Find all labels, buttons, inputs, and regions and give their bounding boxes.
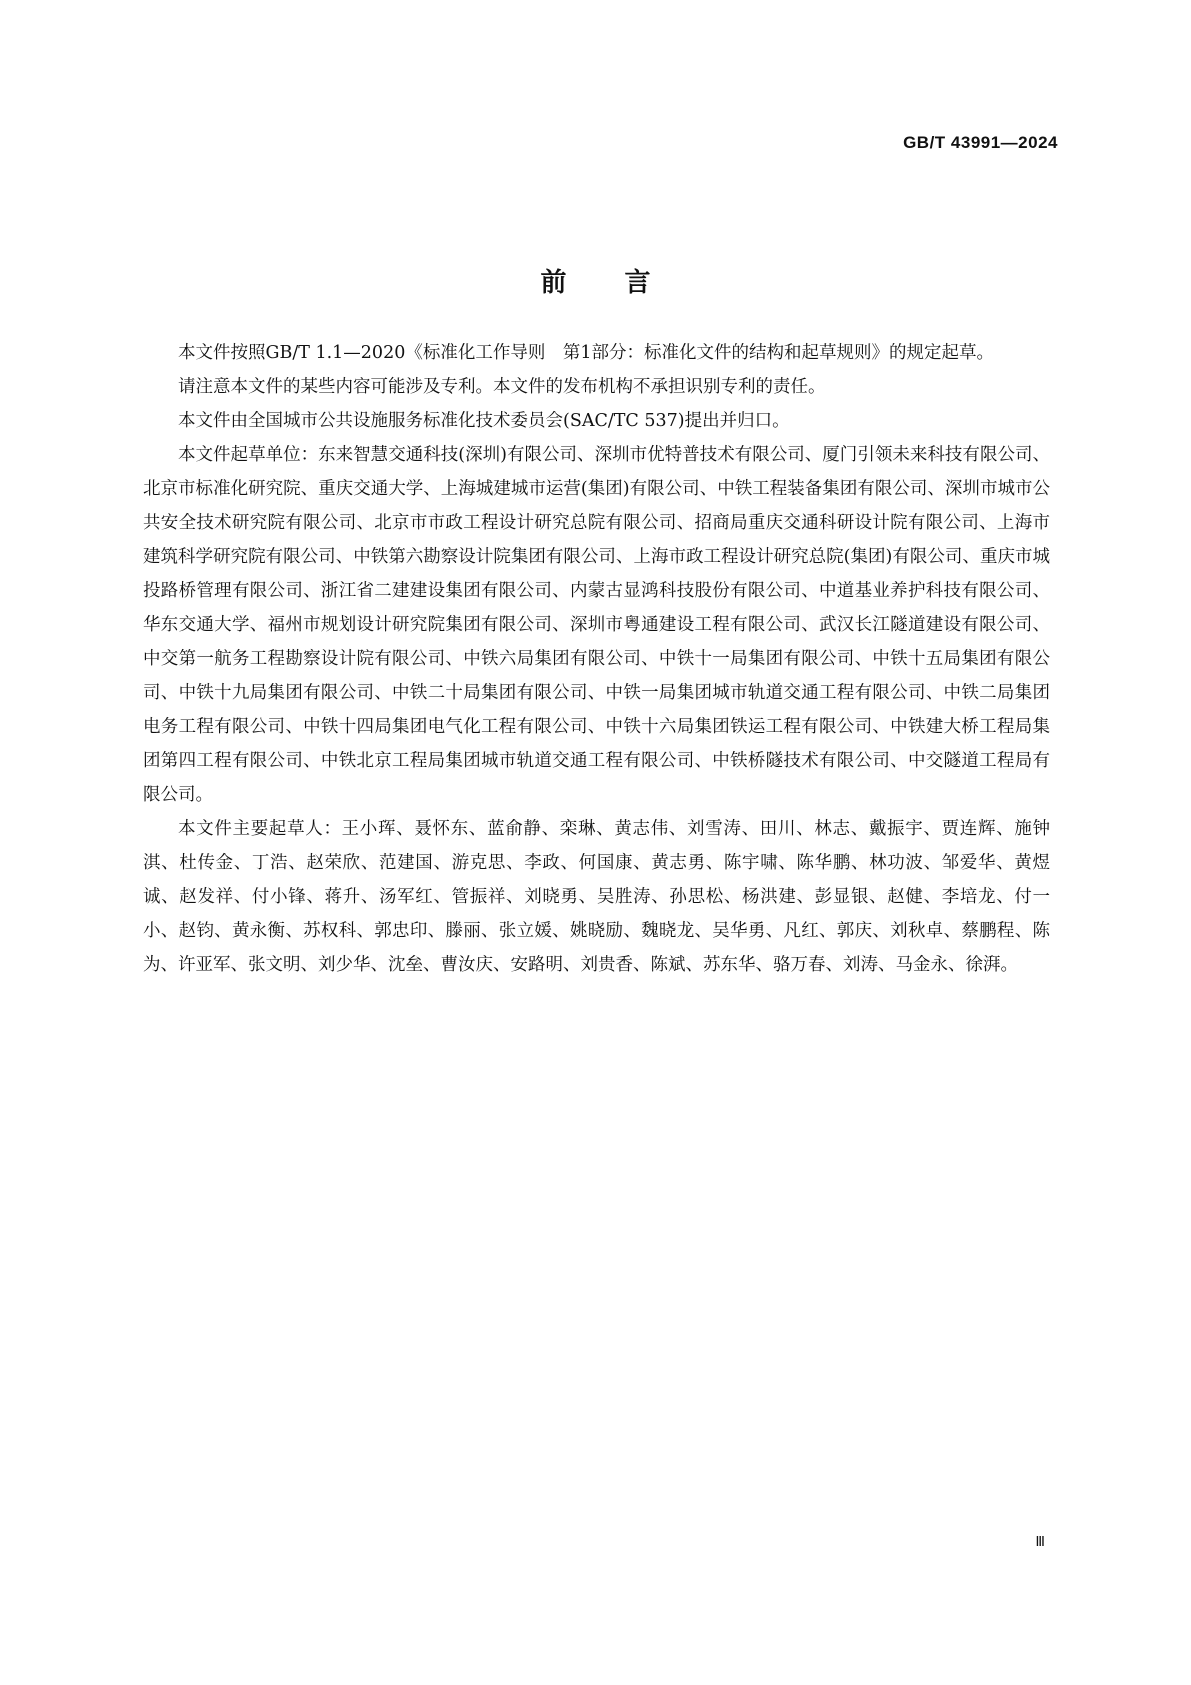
- standard-code: GB/T 43991—2024: [903, 133, 1058, 152]
- page-number: Ⅲ: [1035, 1535, 1045, 1550]
- page-title: 前言: [540, 268, 709, 299]
- preface-body: [143, 336, 1050, 982]
- paragraph-drafters: 本文件主要起草人：王小珲、聂怀东、蓝俞静、栾琳、黄志伟、刘雪涛、田川、林志、戴振宇、贾连辉、施钟淇、杜传金、丁浩、赵荣欣、范建国、游克思、李政、何国康、黄志勇、陈宇啸、陈华鹏、林功波、邹爱华、黄煜诚、赵发祥、付小锋、蒋升、汤军红、管振祥、刘晓勇、吴胜涛、孙思松、杨洪建、彭显银、赵健、李培龙、付一小、赵钧、黄永衡、苏权科、郭忠印、滕丽、张立媛、姚晓励、魏晓龙、吴华勇、凡红、郭庆、刘秋卓、蔡鹏程、陈为、许亚军、张文明、刘少华、沈垒、曹汝庆、安路明、刘贵香、陈斌、苏东华、骆万春、刘涛、马金永、徐湃。: [143, 819, 1050, 975]
- paragraph-drafting-rules: 本文件按照GB/T 1.1—2020《标准化工作导则 第1部分：标准化文件的结构和起草规则》的规定起草。: [178, 343, 994, 363]
- paragraph-patent-notice: 请注意本文件的某些内容可能涉及专利。本文件的发布机构不承担识别专利的责任。: [178, 377, 826, 397]
- paragraph-committee: 本文件由全国城市公共设施服务标准化技术委员会(SAC/TC 537)提出并归口。: [178, 411, 790, 431]
- paragraph-drafting-units: 本文件起草单位：东来智慧交通科技(深圳)有限公司、深圳市优特普技术有限公司、厦门引领未来科技有限公司、北京市标准化研究院、重庆交通大学、上海城建城市运营(集团)有限公司、中铁工程装备集团有限公司、深圳市城市公共安全技术研究院有限公司、北京市市政工程设计研究总院有限公司、招商局重庆交通科研设计院有限公司、上海市建筑科学研究院有限公司、中铁第六勘察设计院集团有限公司、上海市政工程设计研究总院(集团)有限公司、重庆市城投路桥管理有限公司、浙江省二建建设集团有限公司、内蒙古显鸿科技股份有限公司、中道基业养护科技有限公司、华东交通大学、福州市规划设计研究院集团有限公司、深圳市粤通建设工程有限公司、武汉长江隧道建设有限公司、中交第一航务工程勘察设计院有限公司、中铁六局集团有限公司、中铁十一局集团有限公司、中铁十五局集团有限公司、中铁十九局集团有限公司、中铁二十局集团有限公司、中铁一局集团城市轨道交通工程有限公司、中铁二局集团电务工程有限公司、中铁十四局集团电气化工程有限公司、中铁十六局集团铁运工程有限公司、中铁建大桥工程局集团第四工程有限公司、中铁北京工程局集团城市轨道交通工程有限公司、中铁桥隧技术有限公司、中交隧道工程局有限公司。: [143, 445, 1050, 805]
